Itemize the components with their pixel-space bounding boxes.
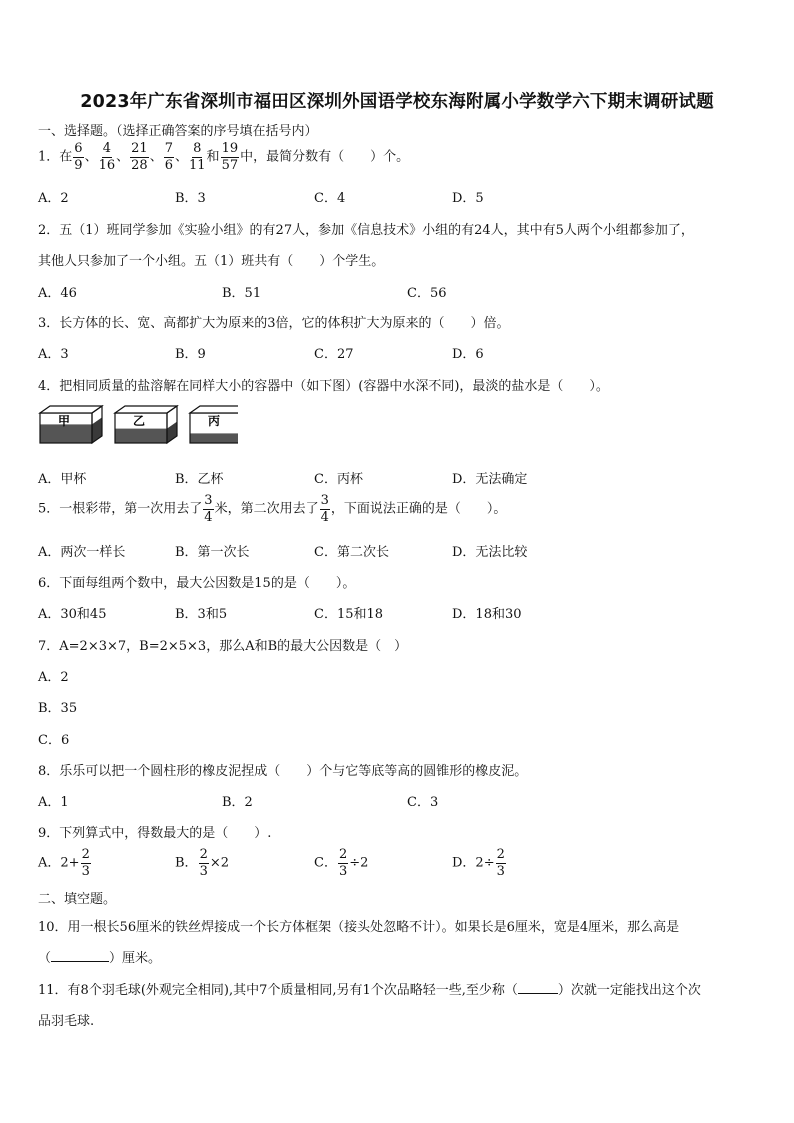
q5-option-a: A．两次一样长	[38, 545, 126, 560]
q5-option-d: D．无法比较	[452, 545, 528, 560]
q1-fraction-6: $\frac{19}{57}$	[221, 141, 239, 173]
page-title: 2023年广东省深圳市福田区深圳外国语学校东海附属小学数学六下期末调研试题	[80, 92, 714, 112]
q1-fraction-3: $\frac{21}{28}$	[131, 141, 148, 173]
q1-suffix: 中，最简分数有（ ）个。	[240, 149, 410, 165]
q11-answer-blank[interactable]	[518, 983, 558, 994]
q5-fraction-2: $\frac{3}{4}$	[320, 493, 329, 525]
q4-cup-2	[115, 406, 177, 443]
section-fill-heading: 二、填空题。	[38, 892, 117, 907]
q9-option-d: D．2÷ $\frac{2}{3}$	[452, 847, 505, 879]
q4-cup-3	[190, 406, 238, 443]
q2-option-c: C．56	[407, 286, 447, 301]
q4-option-a: A．甲杯	[38, 472, 87, 487]
q2-option-a: A．46	[38, 286, 77, 301]
q4-cup-label-1: 甲	[58, 414, 71, 428]
q6-option-d: D．18和30	[452, 607, 522, 622]
q1-fraction-4: $\frac{7}{6}$	[164, 141, 173, 173]
q4-cup-top-3	[190, 406, 238, 413]
question-11-line-2: 品羽毛球.	[38, 1014, 95, 1029]
question-5: 5．一根彩带，第一次用去了 $\frac{3}{4}$ 米，第二次用去了 $\frac{3}{4}$ ，下面说法正确的是（ ）。	[38, 493, 507, 525]
q1-prefix: 1．在	[38, 149, 73, 165]
q4-option-b: B．乙杯	[175, 472, 224, 487]
question-10-line-2: （ ）厘米。	[38, 951, 162, 966]
question-8: 8．乐乐可以把一个圆柱形的橡皮泥捏成（ ）个与它等底等高的圆锥形的橡皮泥。	[38, 764, 528, 779]
q8-option-c: C．3	[407, 795, 439, 810]
q3-option-c: C．27	[314, 347, 354, 362]
section-choice-heading: 一、选择题。（选择正确答案的序号填在括号内）	[38, 124, 318, 139]
question-3: 3．长方体的长、宽、高都扩大为原来的3倍，它的体积扩大为原来的（ ）倍。	[38, 316, 510, 331]
q1-fraction-2: $\frac{4}{16}$	[98, 141, 116, 173]
q4-cups-figure	[38, 404, 238, 454]
q3-option-a: A．3	[38, 347, 69, 362]
q5-option-c: C．第二次长	[314, 545, 389, 560]
q2-option-b: B．51	[222, 286, 262, 301]
q1-option-d: D．5	[452, 191, 484, 206]
q3-option-d: D．6	[452, 347, 484, 362]
question-7: 7．A=2×3×7，B=2×5×3，那么A和B的最大公因数是（ ）	[38, 639, 408, 654]
q9-option-a: A．2+ $\frac{2}{3}$	[38, 847, 90, 879]
q9-option-b: B． $\frac{2}{3}$ ×2	[175, 847, 230, 879]
q6-option-b: B．3和5	[175, 607, 228, 622]
q3-option-b: B．9	[175, 347, 206, 362]
question-4: 4．把相同质量的盐溶解在同样大小的容器中（如下图）(容器中水深不同)，最淡的盐水是（ ）。	[38, 379, 609, 394]
question-11-line-1: 11．有8个羽毛球(外观完全相同),其中7个质量相同,另有1个次品略轻一些,至少称（ ）次就一定能找出这个次	[38, 983, 701, 998]
q4-option-d: D．无法确定	[452, 472, 528, 487]
q7-option-a: A．2	[38, 670, 69, 685]
q1-fraction-1: $\frac{6}{9}$	[74, 141, 83, 173]
q5-fraction-1: $\frac{3}{4}$	[204, 493, 213, 525]
q5-option-b: B．第一次长	[175, 545, 250, 560]
q7-option-c: C．6	[38, 733, 70, 748]
q6-option-c: C．15和18	[314, 607, 384, 622]
q4-cup-water-3	[190, 433, 238, 443]
q8-option-b: B．2	[222, 795, 253, 810]
q1-option-a: A．2	[38, 191, 69, 206]
question-10-line-1: 10．用一根长56厘米的铁丝焊接成一个长方体框架（接头处忽略不计）。如果长是6厘米，宽是4厘米，那么高是	[38, 920, 680, 935]
q6-option-a: A．30和45	[38, 607, 107, 622]
q8-option-a: A．1	[38, 795, 69, 810]
q4-cup-1	[40, 406, 102, 443]
question-1: 1．在 $\frac{6}{9}$ 、 $\frac{4}{16}$ 、 $\frac{21}{28}$ 、 $\frac{7}{6}$ 、 $\frac{8}{11}$ 和 $\frac{19}{57}$ 中，最简分数有（ ）个。	[38, 141, 410, 173]
question-2-line-1: 2．五（1）班同学参加《实验小组》的有27人，参加《信息技术》小组的有24人，其中有5人两个小组都参加了，	[38, 223, 694, 238]
q4-cup-label-3: 丙	[208, 414, 221, 428]
question-6: 6．下面每组两个数中，最大公因数是15的是（ ）。	[38, 576, 356, 591]
q1-option-b: B．3	[175, 191, 206, 206]
q1-option-c: C．4	[314, 191, 346, 206]
q4-option-c: C．丙杯	[314, 472, 363, 487]
q1-fraction-5: $\frac{8}{11}$	[189, 141, 206, 173]
q7-option-b: B．35	[38, 701, 78, 716]
question-2-line-2: 其他人只参加了一个小组。五（1）班共有（ ）个学生。	[38, 254, 385, 269]
q9-option-c: C． $\frac{2}{3}$ ÷2	[314, 847, 369, 879]
q4-cup-water-2	[115, 429, 167, 443]
q10-answer-blank[interactable]	[51, 951, 109, 962]
q4-cup-label-2: 乙	[133, 414, 146, 428]
question-9: 9．下列算式中，得数最大的是（ ）.	[38, 826, 272, 841]
